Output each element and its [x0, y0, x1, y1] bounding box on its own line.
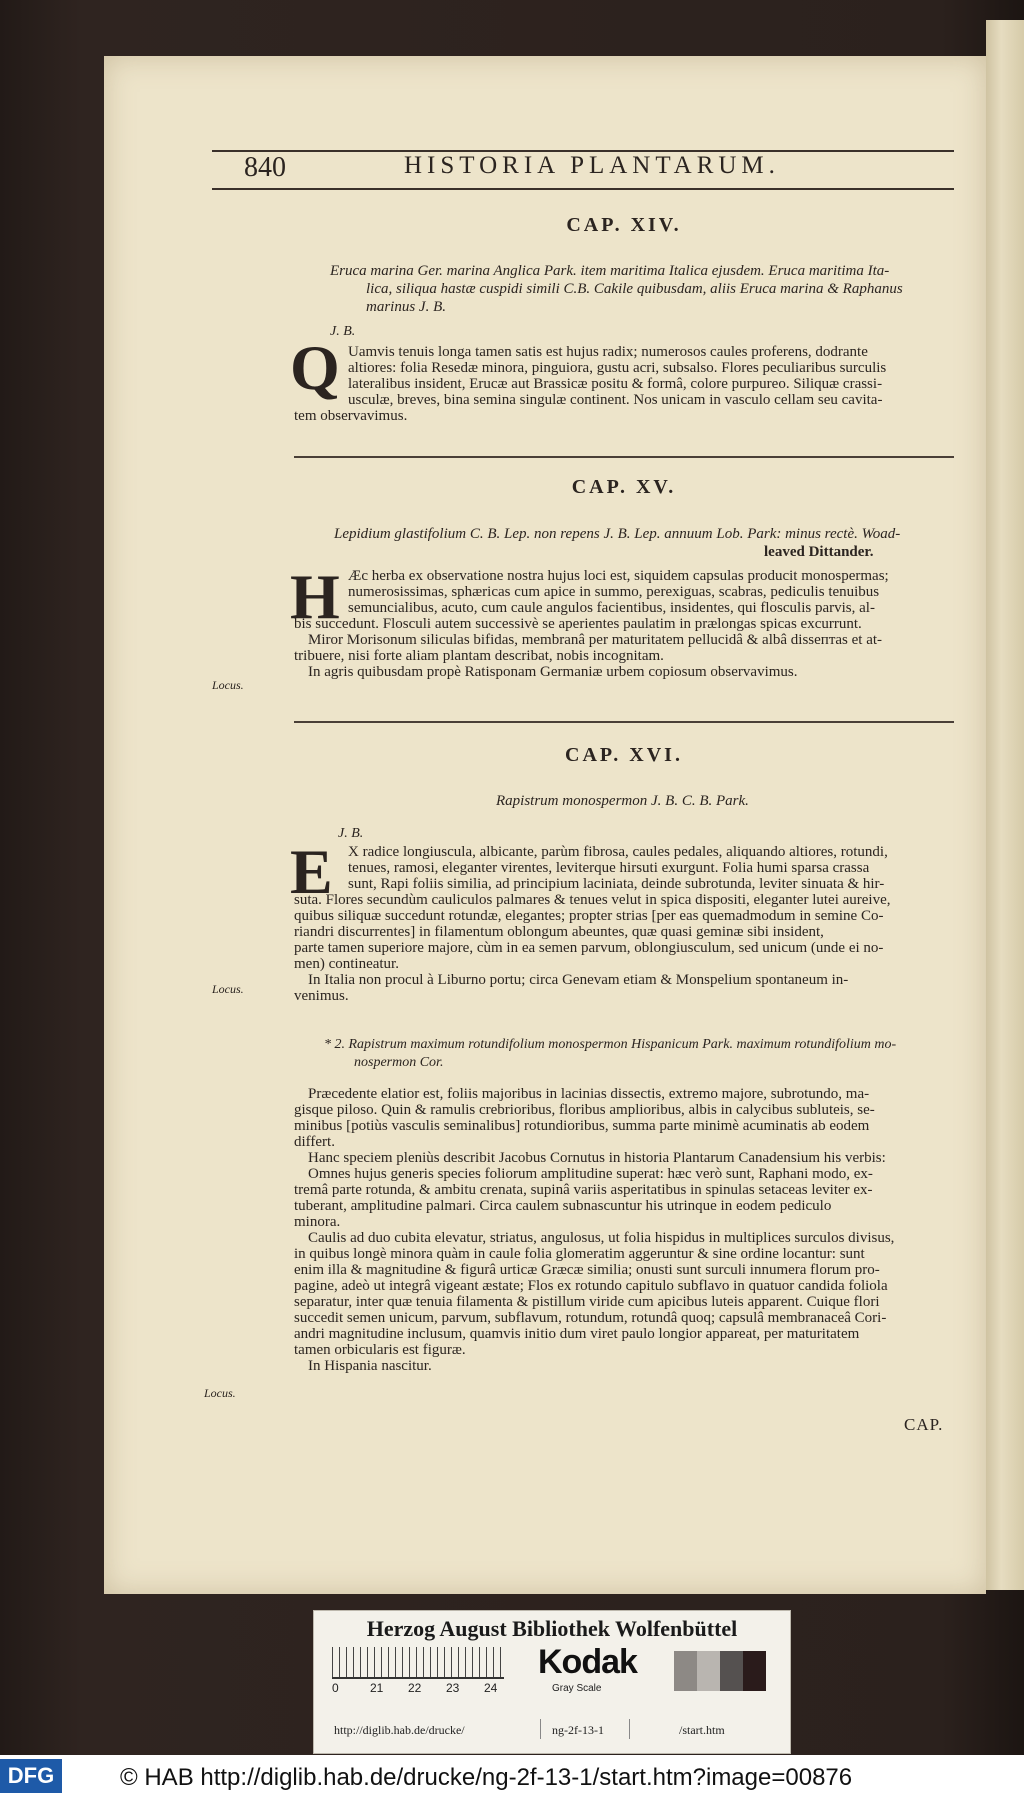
body-line: tenues, ramosi, eleganter virentes, leviterque hirsuti exurgunt. Folia humi sparsa crassa	[348, 860, 870, 876]
body-line: minora.	[294, 1214, 341, 1230]
body-line: succedit semen unicum, parvum, subflavum, rotundum, rotundâ quoq; capsulâ membranaceâ Cori-	[294, 1310, 887, 1326]
dropcap-15: H	[290, 561, 340, 632]
source-16: J. B.	[338, 826, 364, 841]
body-line: quibus siliquæ succedunt rotundæ, elegantes; propter strias [per eas quemadmodum in semine Co-	[294, 908, 884, 924]
body-line: gisque piloso. Quin & ramulis crebrioribus, floribus amplioribus, albis in calycibus subluteis, se-	[294, 1102, 875, 1118]
body-line: Caulis ad duo cubita elevatur, striatus, angulosus, ut folia hispidus in multiplices surculos divisus,	[308, 1230, 895, 1246]
gray-swatch	[674, 1651, 697, 1691]
body-line: Hanc speciem pleniùs describit Jacobus Cornutus in historia Plantarum Canadensium his verbis:	[308, 1150, 886, 1166]
synonyms-14	[330, 262, 962, 316]
margin-note-locus: Locus.	[212, 678, 244, 692]
page-number: 840	[244, 152, 286, 183]
gray-scale-label: Gray Scale	[552, 1683, 602, 1694]
catchword: CAP.	[904, 1415, 944, 1434]
target-url-part: ng-2f-13-1	[552, 1723, 604, 1737]
body-line: men) contineatur.	[294, 956, 399, 972]
body-line: sunt, Rapi foliis similia, ad principium laciniata, deinde subrotunda, leviter sinuata & hir-	[348, 876, 885, 892]
syn-line: marinus J. B.	[366, 299, 446, 315]
body-line: usculæ, breves, bina semina singulæ continent. Nos unicam in vasculo cellam seu cavita-	[348, 392, 883, 408]
dropcap-16: E	[290, 836, 333, 907]
body-line: andri magnitudine inclusum, quamvis initio dum viret paulo longior appareat, per maturitatem	[294, 1326, 860, 1342]
body-16-part2	[294, 1086, 962, 1374]
body-line: bis succedunt. Flosculi autem successivè se aperientes paulatim in prælongas spicas excurrunt.	[294, 616, 862, 632]
target-divider	[629, 1719, 630, 1739]
body-line: In Hispania nascitur.	[308, 1358, 432, 1374]
body-line: tamen orbicularis est figuræ.	[294, 1342, 466, 1358]
ruler-number: 23	[446, 1681, 460, 1695]
body-line: enim illa & magnitudine & figurâ urticæ Græcæ similia; onusti sunt surculi innumera florum pro-	[294, 1262, 880, 1278]
body-line: differt.	[294, 1134, 335, 1150]
chapter-heading-15: CAP. XV.	[571, 476, 677, 498]
syn-line: nospermon Cor.	[354, 1055, 444, 1070]
ruler-number: 21	[370, 1681, 384, 1695]
syn-line: Lepidium glastifolium C. B. Lep. non repens J. B. Lep. annuum Lob. Park: minus rectè. Woad-	[334, 526, 901, 542]
source-14: J. B.	[330, 324, 356, 339]
body-15	[294, 568, 962, 680]
body-14	[294, 344, 962, 424]
body-16	[294, 844, 962, 1004]
body-line: minibus [potiùs vasculis seminalibus] rotundioribus, summa parte minimè acuminatis ab eodem	[294, 1118, 870, 1134]
syn-line: Eruca marina Ger. marina Anglica Park. item maritima Italica ejusdem. Eruca maritima Ita-	[330, 263, 890, 279]
body-line: Omnes hujus generis species foliorum amplitudine superat: hæc verò sunt, Raphani modo, ex-	[308, 1166, 873, 1182]
body-line: X radice longiuscula, albicante, parùm fibrosa, caules pedales, aliquando altiores, rotundi,	[348, 844, 888, 860]
body-line: suta. Flores secundùm cauliculos palmares & tenues velut in spica dispositi, eleganter lutei aureive,	[294, 892, 891, 908]
ruler-number: 0	[332, 1681, 339, 1695]
facing-page-edge	[986, 20, 1024, 1590]
ruler-scale	[332, 1647, 504, 1679]
body-line: separatur, inter quæ tenuia filamenta & pistillum viride cum apicibus luteis apparent. Cuique flori	[294, 1294, 880, 1310]
body-line: semuncialibus, acuto, cum caule angulos facientibus, insidentes, qui flosculis parvis, al-	[348, 600, 875, 616]
body-line: tem observavimus.	[294, 408, 408, 424]
syn-line: * 2. Rapistrum maximum rotundifolium monospermon Hispanicum Park. maximum rotundifolium mo-	[324, 1037, 897, 1052]
library-name: Herzog August Bibliothek Wolfenbüttel	[366, 1616, 738, 1641]
color-target-card	[313, 1610, 791, 1754]
margin-note-locus: Locus.	[212, 982, 244, 996]
chapter-heading-16: CAP. XVI.	[565, 744, 683, 766]
syn-line: lica, siliqua hastæ cuspidi simili C.B. Cakile quibusdam, aliis Eruca marina & Raphanus	[366, 281, 903, 297]
synonyms-15	[334, 525, 962, 561]
synonyms-16: Rapistrum monospermon J. B. C. B. Park.	[496, 793, 749, 809]
dropcap-14: Q	[290, 332, 340, 403]
body-line: Præcedente elatior est, foliis majoribus in lacinias dissectis, extremo majore, subrotundo, ma-	[308, 1086, 870, 1102]
body-line: numerosissimas, sphæricas cum apice in summo, perexiguas, scabras, pediculis tenuibus	[348, 584, 880, 600]
body-line: Æc herba ex observatione nostra hujus loci est, siquidem capsulas producit monospermas;	[348, 568, 889, 584]
sub-synonyms-16	[324, 1036, 962, 1072]
body-line: In agris quibusdam propè Ratisponam Germaniæ urbem copiosum observavimus.	[308, 664, 798, 680]
target-url-part: http://diglib.hab.de/drucke/	[334, 1723, 465, 1737]
body-line: altiores: folia Resedæ minora, pinguiora, gustu acri, subsalso. Flores peculiaribus surculis	[348, 360, 887, 376]
copyright-link[interactable]: © HAB http://diglib.hab.de/drucke/ng-2f-13-1/start.htm?image=00876	[120, 1764, 853, 1791]
body-line: pagine, adeò ut integrâ vigeant æstate; Flos ex rotundo capitulo subflavo in quatuor candida foliola	[294, 1278, 888, 1294]
margin-note-locus: Locus.	[204, 1386, 236, 1400]
book-page	[104, 56, 986, 1594]
ruler-number: 24	[484, 1681, 498, 1695]
chapter-heading-14: CAP. XIV.	[566, 214, 682, 236]
section-rule	[294, 721, 954, 723]
body-line: lateralibus insident, Erucæ aut Brassicæ positu & formâ, colore purpureo. Siliquæ crassi-	[348, 376, 883, 392]
target-url-part: /start.htm	[679, 1723, 725, 1737]
dfg-logo: DFG	[0, 1759, 62, 1793]
body-line: tremâ parte rotunda, & ambitu crenata, supinâ variis asperitatibus in spinulas setaceas leviter ex-	[294, 1182, 873, 1198]
section-rule	[294, 456, 954, 458]
body-line: In Italia non procul à Liburno portu; circa Genevam etiam & Monspelium spontaneum in-	[308, 972, 849, 988]
gray-swatch	[697, 1651, 720, 1691]
body-line: Uamvis tenuis longa tamen satis est hujus radix; numerosos caules proferens, dodrante	[348, 344, 868, 360]
target-divider	[540, 1719, 541, 1739]
body-line: riandri discurrentes] in filamentum oblongum abeuntes, quæ quasi geminæ sibi insident,	[294, 924, 824, 940]
body-line: tribuere, nisi forte aliam plantam describat, nobis incognitam.	[294, 648, 664, 664]
ruler-number: 22	[408, 1681, 422, 1695]
header-rule-bottom	[212, 188, 954, 190]
body-line: tuberant, amplitudine palmari. Circa caulem subnascuntur his utrinque in eodem pediculo	[294, 1198, 832, 1214]
gray-swatch	[743, 1651, 766, 1691]
gray-swatch	[720, 1651, 743, 1691]
running-head: HISTORIA PLANTARUM.	[404, 152, 780, 179]
syn-line: leaved Dittander.	[764, 544, 874, 560]
kodak-logo: Kodak	[538, 1643, 637, 1681]
body-line: parte tamen superiore majore, cùm in ea semen parvum, oblongiusculum, sed unicum (unde ei no-	[294, 940, 884, 956]
body-line: Miror Morisonum siliculas bifidas, membranâ per maturitatem pellucidâ & albâ dissептas et at-	[308, 632, 883, 648]
body-line: venimus.	[294, 988, 349, 1004]
body-line: in quibus longè minora quàm in caule folia glomeratim aggeruntur & sine ordine locantur: sunt	[294, 1246, 865, 1262]
